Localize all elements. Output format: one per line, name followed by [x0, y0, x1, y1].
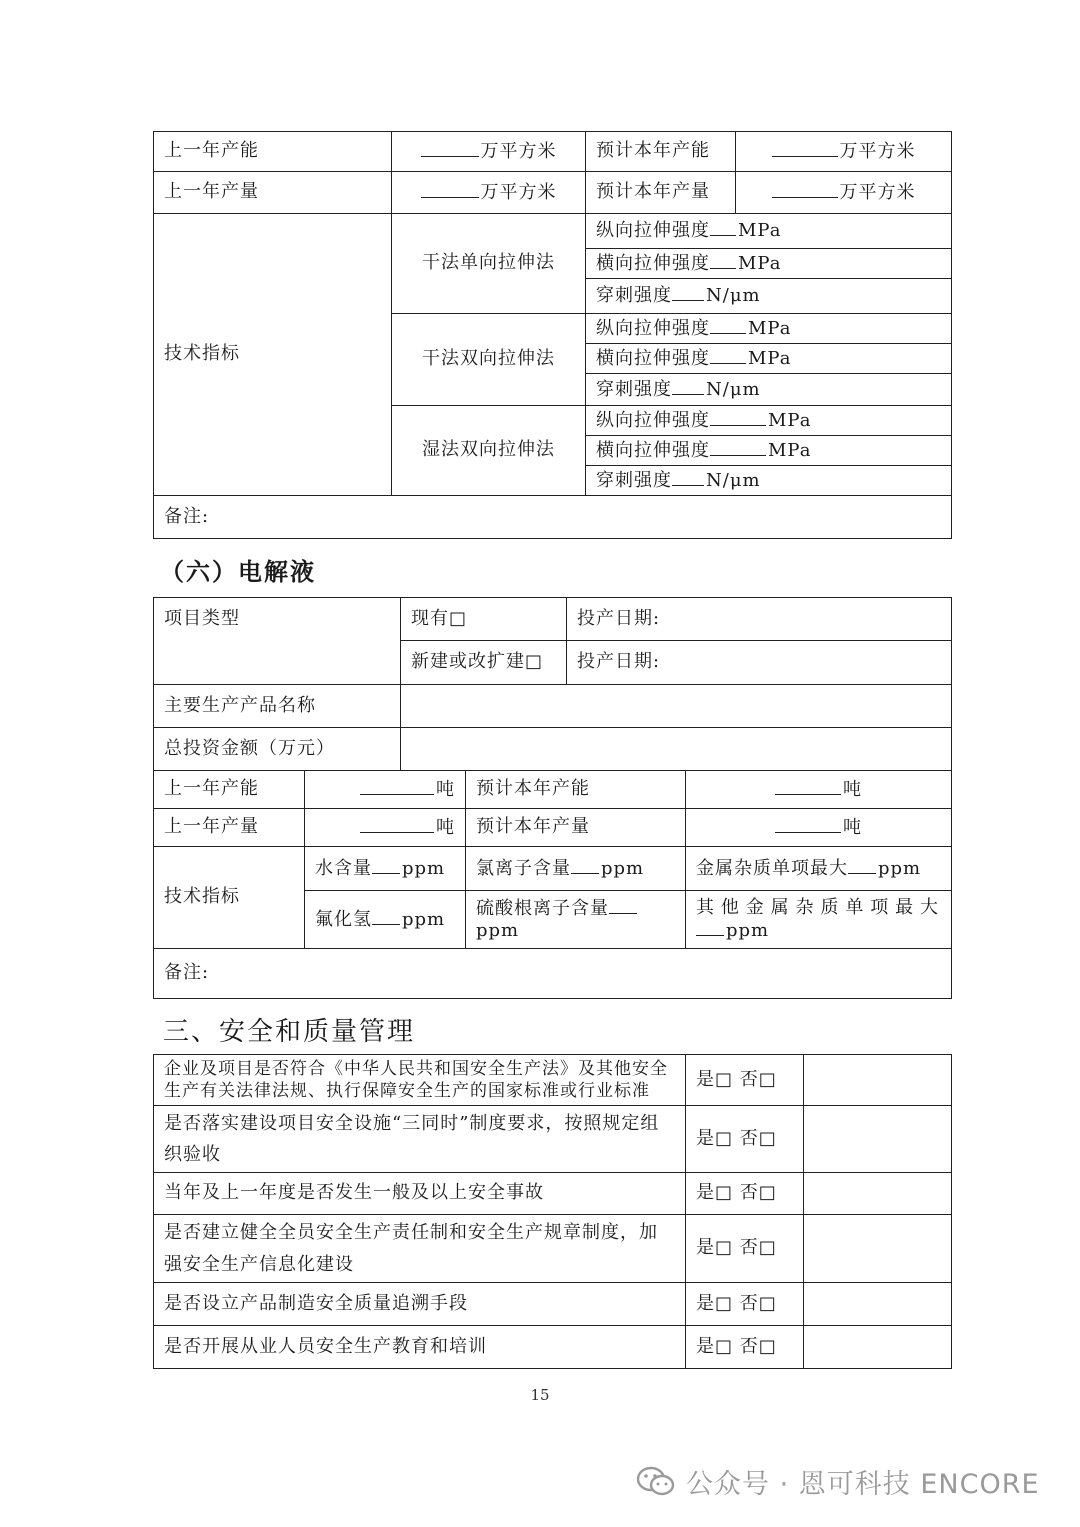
label-prev-capacity: 上一年产能 — [154, 771, 305, 809]
spec-unit: MPa — [738, 220, 782, 242]
safety-question: 是否落实建设项目安全设施“三同时”制度要求，按照规定组织验收 — [154, 1106, 686, 1173]
spec-unit: N/μm — [706, 285, 761, 307]
spec-text: 其他金属杂质单项最大 — [696, 896, 941, 918]
safety-question: 是否开展从业人员安全生产教育和培训 — [154, 1326, 686, 1369]
spec-text: 氟化氢 — [315, 908, 372, 930]
unit-text: 万平方米 — [839, 140, 916, 162]
answer-cell[interactable] — [804, 1326, 952, 1369]
unit-ton: 吨 — [843, 816, 862, 838]
label-production-date: 投产日期: — [567, 598, 952, 641]
section-title-safety: 三、安全和质量管理 — [163, 1017, 416, 1047]
spec-text: 硫酸根离子含量 — [476, 897, 609, 919]
method-name: 干法单向拉伸法 — [392, 214, 586, 314]
separator-capacity-table — [153, 131, 952, 539]
unit-text: 万平方米 — [839, 181, 916, 203]
yes-no-checkbox[interactable]: 是□ 否□ — [686, 1173, 804, 1215]
unit-ton: 吨 — [436, 816, 455, 838]
unit-text: 万平方米 — [480, 140, 557, 162]
label-investment: 总投资金额（万元） — [154, 728, 401, 771]
watermark — [636, 1462, 1040, 1501]
spec-text: 金属杂质单项最大 — [696, 857, 848, 879]
spec-text: 穿刺强度 — [596, 285, 672, 307]
safety-question: 是否设立产品制造安全质量追溯手段 — [154, 1283, 686, 1326]
spec-text: 水含量 — [315, 857, 372, 879]
method-name: 湿法双向拉伸法 — [392, 406, 586, 496]
label-next-output: 预计本年产量 — [586, 172, 736, 214]
spec-text: 氯离子含量 — [476, 857, 571, 879]
yes-no-checkbox[interactable]: 是□ 否□ — [686, 1055, 804, 1106]
checkbox-existing[interactable]: 现有□ — [401, 598, 567, 641]
spec-unit: MPa — [738, 252, 782, 274]
label-prev-output: 上一年产量 — [154, 809, 305, 847]
unit-ton: 吨 — [436, 778, 455, 800]
answer-cell[interactable] — [804, 1283, 952, 1326]
wechat-icon — [636, 1466, 676, 1498]
unit-text: 万平方米 — [480, 181, 557, 203]
electrolyte-capacity-table — [153, 770, 952, 999]
section-title-electrolyte: （六）电解液 — [160, 558, 316, 586]
answer-cell[interactable] — [804, 1055, 952, 1106]
spec-unit: MPa — [748, 347, 792, 369]
spec-text: 纵向拉伸强度 — [596, 317, 710, 339]
label-next-capacity: 预计本年产能 — [466, 771, 686, 809]
safety-quality-table — [153, 1054, 952, 1369]
remark-cell: 备注: — [154, 949, 952, 999]
label-next-output: 预计本年产量 — [466, 809, 686, 847]
yes-no-checkbox[interactable]: 是□ 否□ — [686, 1106, 804, 1173]
answer-cell[interactable] — [804, 1106, 952, 1173]
spec-unit: N/μm — [706, 378, 761, 400]
label-product-name: 主要生产产品名称 — [154, 685, 401, 728]
yes-no-checkbox[interactable]: 是□ 否□ — [686, 1283, 804, 1326]
label-project-type: 项目类型 — [154, 598, 401, 685]
spec-text: 横向拉伸强度 — [596, 347, 710, 369]
spec-unit: MPa — [748, 317, 792, 339]
safety-question: 当年及上一年度是否发生一般及以上安全事故 — [154, 1173, 686, 1215]
label-prev-output: 上一年产量 — [154, 172, 392, 214]
answer-cell[interactable] — [804, 1173, 952, 1215]
label-production-date: 投产日期: — [567, 641, 952, 685]
spec-text: 穿刺强度 — [596, 469, 672, 491]
product-name-field[interactable] — [401, 685, 952, 728]
unit-ton: 吨 — [843, 778, 862, 800]
electrolyte-project-table — [153, 597, 952, 771]
spec-text: 横向拉伸强度 — [596, 439, 710, 461]
label-next-capacity: 预计本年产能 — [586, 132, 736, 172]
label-prev-capacity: 上一年产能 — [154, 132, 392, 172]
yes-no-checkbox[interactable]: 是□ 否□ — [686, 1215, 804, 1283]
page-number: 15 — [530, 1386, 550, 1404]
checkbox-new-build[interactable]: 新建或改扩建□ — [401, 641, 567, 685]
safety-question: 企业及项目是否符合《中华人民共和国安全生产法》及其他安全生产有关法律法规、执行保障安全生产的国家标准或行业标准 — [154, 1055, 686, 1106]
spec-unit: MPa — [768, 409, 812, 431]
answer-cell[interactable] — [804, 1215, 952, 1283]
method-name: 干法双向拉伸法 — [392, 314, 586, 406]
watermark-text: 公众号 · 恩可科技 ENCORE — [686, 1469, 1040, 1500]
spec-text: 横向拉伸强度 — [596, 252, 710, 274]
spec-unit: MPa — [768, 439, 812, 461]
tech-indicator-label: 技术指标 — [154, 847, 305, 949]
investment-field[interactable] — [401, 728, 952, 771]
spec-text: 纵向拉伸强度 — [596, 409, 710, 431]
safety-question: 是否建立健全全员安全生产责任制和安全生产规章制度，加强安全生产信息化建设 — [154, 1215, 686, 1283]
remark-cell: 备注: — [154, 496, 952, 539]
spec-unit: ppm — [402, 857, 446, 879]
spec-text: 穿刺强度 — [596, 378, 672, 400]
spec-unit: N/μm — [706, 469, 761, 491]
spec-unit: ppm — [726, 920, 770, 941]
spec-unit: ppm — [878, 857, 922, 879]
spec-unit: ppm — [601, 857, 645, 879]
spec-unit: ppm — [402, 908, 446, 930]
spec-text: 纵向拉伸强度 — [596, 220, 710, 242]
yes-no-checkbox[interactable]: 是□ 否□ — [686, 1326, 804, 1369]
tech-indicator-label: 技术指标 — [154, 214, 392, 496]
spec-unit: ppm — [476, 920, 520, 941]
